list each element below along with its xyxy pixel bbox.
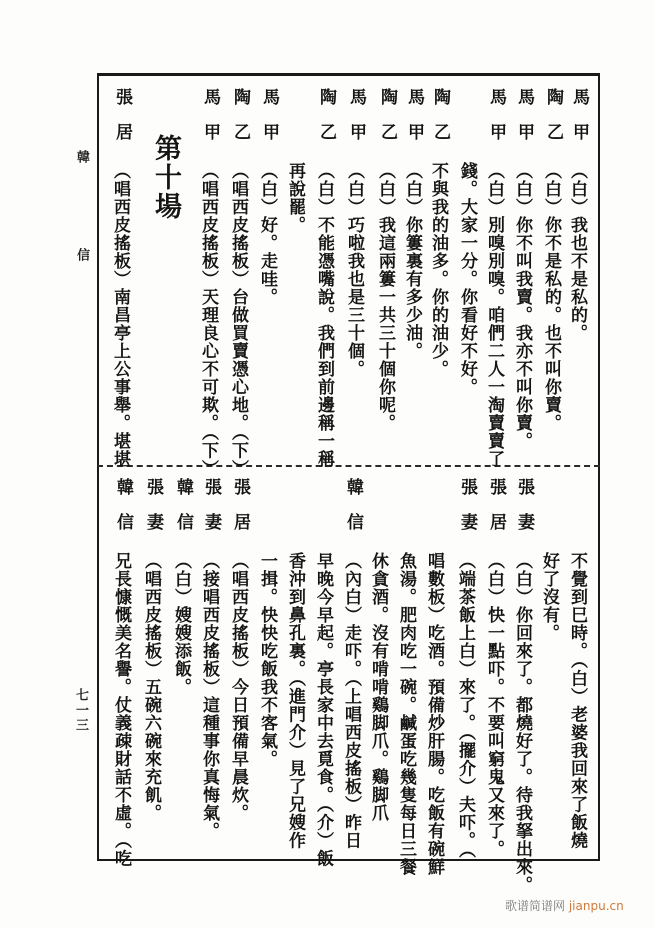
scene-heading: 第十場: [150, 134, 181, 221]
running-title-char-1: 韓: [74, 150, 89, 163]
dialogue-line: （白）你簍裏有多少油。: [402, 162, 422, 360]
speaker-name: 馬甲: [404, 88, 424, 158]
dialogue-continuation: 一揖。快快吃飯我不客氣。: [257, 552, 277, 768]
speaker-name: 張居: [486, 478, 506, 548]
speaker-name: 張妻: [143, 478, 163, 548]
speaker-name: 陶乙: [316, 88, 336, 158]
speaker-name: 陶乙: [230, 88, 250, 158]
dialogue-line: （白）好。走哇。: [257, 162, 277, 306]
page-number: 七一三: [73, 688, 88, 733]
dialogue-line: （白）不能憑嘴說。我們到前邊稱一稱: [314, 162, 334, 468]
dialogue-continuation: 香沖到鼻孔裏。（進門介）見了兄嫂作: [285, 552, 305, 850]
dialogue-line: （白）別嗅別嗅。咱們二人一淘賣賣了: [484, 162, 504, 468]
running-title-char-2: 信: [74, 248, 89, 261]
dialogue-line: （白）嫂嫂添飯。: [171, 552, 191, 696]
speaker-name: 陶乙: [543, 88, 563, 158]
watermark-cn: 歌谱简谱网: [505, 899, 566, 913]
dialogue-line: （白）快一點吓。不要叫窮鬼又來了。: [484, 552, 504, 858]
dialogue-continuation: 不覺到巳時。（白）老婆我回來了飯燒: [567, 552, 587, 850]
dialogue-line: （白）你不是私的。也不叫你賣。: [541, 162, 561, 432]
dialogue-line: （接唱西皮搖板）這種事你真悔氣。: [199, 552, 219, 840]
dialogue-continuation: 魚湯。肥肉吃一碗。鹹蛋吃幾隻每日三餐: [396, 552, 416, 876]
dialogue-line: （白）你不叫我賣。我亦不叫你賣。: [512, 162, 532, 450]
watermark: [505, 897, 624, 914]
dialogue-line: （端茶飯上白）來了。（擺介）夫吓。（: [455, 552, 475, 859]
speaker-name: 陶乙: [430, 88, 450, 158]
speaker-name: 張居: [112, 88, 132, 158]
dialogue-line: 兄長慷慨美名譽。仗義疎財話不虛。（吃: [111, 552, 131, 868]
speaker-name: 韓信: [173, 478, 193, 548]
dialogue-continuation: 再說罷。: [285, 162, 305, 234]
dialogue-continuation: 休貪酒。沒有啃啃鷄脚爪。鷄脚爪: [368, 552, 388, 822]
speaker-name: 張妻: [457, 478, 477, 548]
dialogue-continuation: 錢。大家一分。你看好不好。: [457, 162, 477, 396]
dialogue-line: （內白）走吓。（上唱西皮搖板）昨日: [341, 552, 361, 850]
speaker-name: 馬甲: [514, 88, 534, 158]
half-divider: [97, 465, 600, 467]
dialogue-continuation: 好了沒有。: [539, 552, 559, 642]
dialogue-continuation: 唱數板）吃酒。預備炒肝腸。吃飯有碗鮮: [424, 552, 444, 876]
dialogue-line: （白）我這兩簍一共三十個你呢。: [375, 162, 395, 432]
watermark-en: jianpu.cn: [568, 899, 624, 913]
dialogue-continuation: 早晚今早起。亭長家中去覓食。（介）飯: [313, 552, 333, 868]
dialogue-line: （唱西皮搖板）南昌亭上公事舉。堪堪: [110, 162, 130, 468]
speaker-name: 馬甲: [486, 88, 506, 158]
speaker-name: 韓信: [113, 478, 133, 548]
dialogue-line: 不與我的油多。你的油少。: [428, 162, 448, 378]
speaker-name: 馬甲: [346, 88, 366, 158]
dialogue-line: （唱西皮搖板）台做買賣憑心地。（下）: [228, 162, 248, 478]
speaker-name: 陶乙: [377, 88, 397, 158]
speaker-name: 馬甲: [259, 88, 279, 158]
dialogue-line: （唱西皮搖板）五碗六碗來充飢。: [141, 552, 161, 822]
dialogue-line: （唱西皮搖板）今日預備早晨炊。: [228, 552, 248, 822]
dialogue-line: （唱西皮搖板）天理良心不可欺。（下）: [198, 162, 218, 478]
speaker-name: 張妻: [514, 478, 534, 548]
speaker-name: 馬甲: [569, 88, 589, 158]
dialogue-line: （白）你回來了。都燒好了。待我拏出來。: [512, 552, 532, 894]
speaker-name: 馬甲: [200, 88, 220, 158]
dialogue-line: （白）我也不是私的。: [567, 162, 587, 342]
dialogue-line: （白）巧啦我也是三十個。: [344, 162, 364, 378]
speaker-name: 韓信: [343, 478, 363, 548]
speaker-name: 張妻: [201, 478, 221, 548]
speaker-name: 張居: [230, 478, 250, 548]
